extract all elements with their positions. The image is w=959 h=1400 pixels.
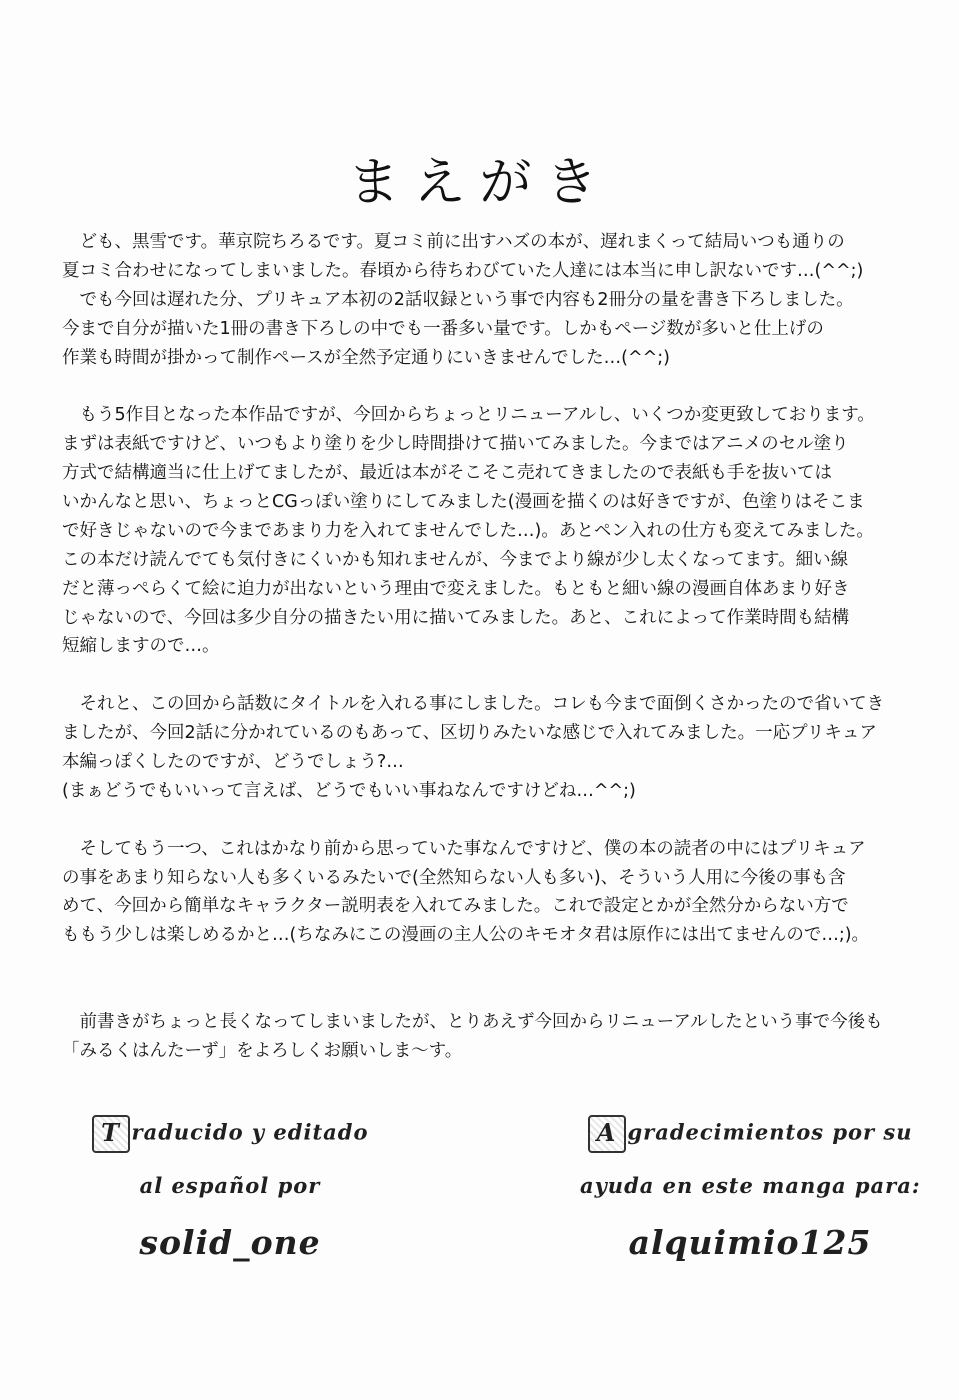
text-line: もう5作目となった本作品ですが、今回からちょっとリニューアルし、いくつか変更致しております。 <box>62 405 875 426</box>
text-line: いかんなと思い、ちょっとCGっぽい塗りにしてみました(漫画を描くのは好きですが、色塗りはそこま <box>62 492 865 513</box>
text-line: の事をあまり知らない人も多くいるみたいで(全然知らない人も多い)、そういう人用に今後の事も含 <box>62 867 846 888</box>
paragraph-gap <box>62 950 912 979</box>
credit-subheading: ayuda en este manga para: <box>580 1173 921 1198</box>
paragraph-gap <box>62 372 912 401</box>
text-line: 本編っぽくしたのですが、どうでしょう?… <box>62 752 404 773</box>
text-line: 「みるくはんたーず」をよろしくお願いしま～す。 <box>62 1040 463 1061</box>
preface-text <box>62 228 912 1066</box>
paragraph-5 <box>62 1008 912 1066</box>
text-line: まずは表紙ですけど、いつもより塗りを少し時間掛けて描いてみました。今まではアニメのセル塗り <box>62 434 849 455</box>
text-line: だと薄っぺらくて絵に迫力が出ないという理由で変えました。もともと細い線の漫画自体あまり好き <box>62 578 850 599</box>
paragraph-1 <box>62 228 912 372</box>
text-line: 夏コミ合わせになってしまいました。春頃から待ちわびていた人達には本当に申し訳ないです…(^^;) <box>62 260 864 281</box>
thanks-credit <box>580 1115 920 1263</box>
paragraph-gap <box>62 661 912 690</box>
text-line: でも今回は遅れた分、プリキュア本初の2話収録という事で内容も2冊分の量を書き下ろしました。 <box>62 289 854 310</box>
credit-heading <box>80 1115 380 1153</box>
text-line: で好きじゃないので今まであまり力を入れてませんでした…)。あとペン入れの仕方も変えてみました。 <box>62 520 874 541</box>
text-line: 短縮しますので…。 <box>62 636 220 657</box>
helper-name: alquimio125 <box>628 1223 872 1262</box>
text-line: (まぁどうでもいいって言えば、どうでもいい事ねなんですけどね…^^;) <box>62 780 636 801</box>
translation-credits <box>0 1115 959 1315</box>
paragraph-gap <box>62 806 912 835</box>
credit-heading-text: raducido y editado <box>131 1119 369 1145</box>
text-line: 方式で結構適当に仕上げてましたが、最近は本がそこそこ売れてきましたので表紙も手を抜いては <box>62 463 832 484</box>
credit-heading-text: gradecimientos por su <box>627 1119 913 1145</box>
credit-subheading: al español por <box>139 1173 321 1198</box>
page-title: まえがき <box>347 153 612 213</box>
text-line: ども、黒雪です。華京院ちろるです。夏コミ前に出すハズの本が、遅れまくって結局いつも通りの <box>62 232 845 252</box>
decorative-initial: A <box>588 1115 626 1153</box>
text-line: じゃないので、今回は多少自分の描きたい用に描いてみました。あと、これによって作業時間も結構 <box>62 607 850 628</box>
text-line: そしてもう一つ、これはかなり前から思っていた事なんですけど、僕の本の読者の中にはプリキュア <box>62 838 866 859</box>
decorative-initial: T <box>92 1115 130 1153</box>
paragraph-3 <box>62 690 912 806</box>
text-line: この本だけ読んでても気付きにくいかも知れませんが、今までより線が少し太くなってます。細い線 <box>62 549 849 570</box>
text-line: 作業も時間が掛かって制作ペースが全然予定通りにいきませんでした…(^^;) <box>62 347 670 368</box>
text-line: それと、この回から話数にタイトルを入れる事にしました。コレも今まで面倒くさかったので省いてき <box>62 694 885 715</box>
text-line: 今まで自分が描いた1冊の書き下ろしの中でも一番多い量です。しかもページ数が多いと仕上げの <box>62 318 824 339</box>
translator-credit <box>80 1115 380 1263</box>
text-line: めて、今回から簡単なキャラクター説明表を入れてみました。これで設定とかが全然分からない方で <box>62 896 849 917</box>
text-line: ましたが、今回2話に分かれているのもあって、区切りみたいな感じで入れてみました。一応プリキュア <box>62 723 877 744</box>
paragraph-2 <box>62 401 912 661</box>
translator-name: solid_one <box>139 1223 321 1262</box>
paragraph-4 <box>62 835 912 951</box>
text-line: 前書きがちょっと長くなってしまいましたが、とりあえず今回からリニューアルしたという事で今後も <box>62 1012 883 1033</box>
text-line: ももう少しは楽しめるかと…(ちなみにこの漫画の主人公のキモオタ君は原作には出てませんので…;)。 <box>62 925 870 946</box>
credit-heading <box>580 1115 920 1153</box>
paragraph-gap <box>62 979 912 1008</box>
